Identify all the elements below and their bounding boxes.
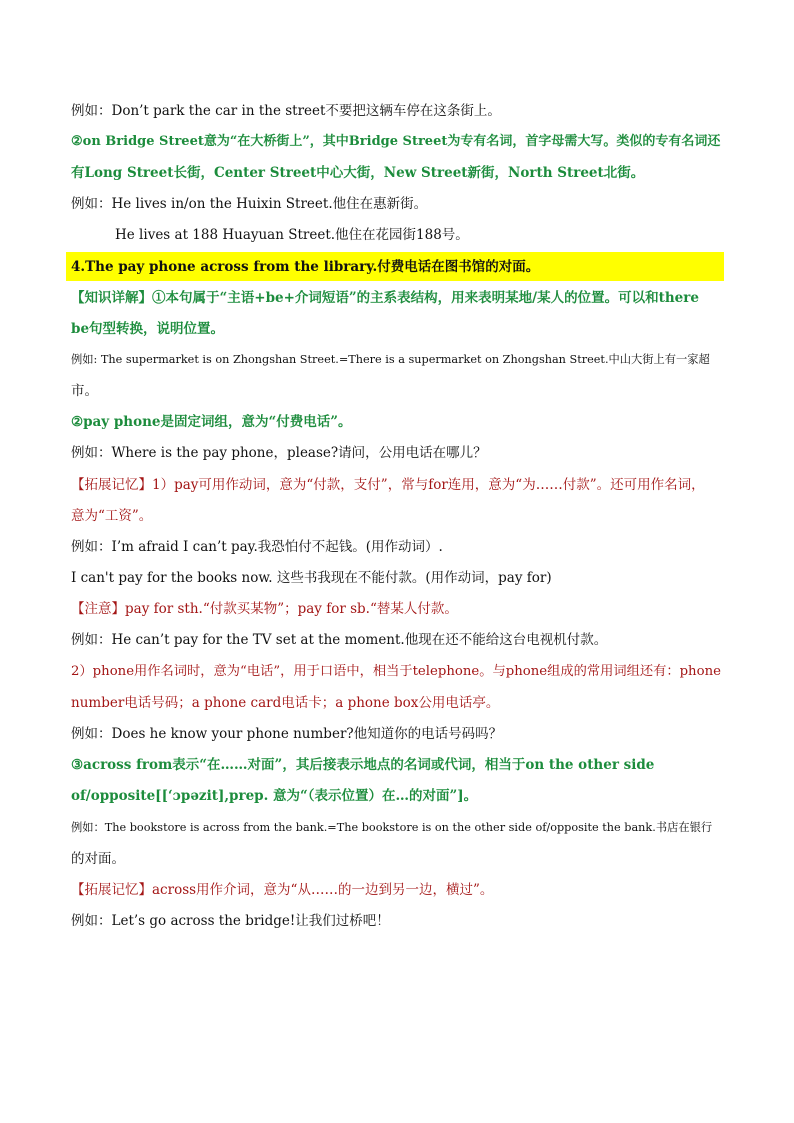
extension-line: 意为“工资”。	[71, 508, 153, 524]
note-line: ②pay phone是固定词组，意为“付费电话”。	[71, 414, 352, 430]
attention-line: 【注意】pay for sth.“付款买某物”；pay for sb.“替某人付款。	[71, 601, 458, 617]
example-line: 例如：The bookstore is across from the bank.=The bookstore is on the other side of/opposite the bank.书店在银行	[71, 821, 713, 834]
extension-line: 【拓展记忆】1）pay可用作动词，意为“付款，支付”，常与for连用，意为“为……付款”。还可用作名词，	[71, 477, 705, 493]
explanation-line: 【知识详解】①本句属于“主语+be+介词短语”的主系表结构，用来表明某地/某人的位置。可以和there	[71, 290, 699, 306]
example-line: 例如：Don’t park the car in the street不要把这辆车停在这条街上。	[71, 103, 501, 119]
example-line: 例如：He can’t pay for the TV set at the moment.他现在还不能给这台电视机付款。	[71, 632, 608, 648]
example-line: 例如：Where is the pay phone，please?请问，公用电话在哪儿？	[71, 445, 487, 461]
note-line: ③across from表示“在……对面”，其后接表示地点的名词或代词，相当于on the other side	[71, 757, 655, 773]
explanation-line: be句型转换，说明位置。	[71, 321, 225, 337]
extension-line: 【拓展记忆】across用作介词，意为“从……的一边到另一边，横过”。	[71, 882, 494, 898]
extension-line: number电话号码；a phone card电话卡；a phone box公用电话亭。	[71, 695, 500, 711]
example-line: 例如：I’m afraid I can’t pay.我恐怕付不起钱。(用作动词）.	[71, 539, 443, 555]
example-line: 例如：Let’s go across the bridge!让我们过桥吧！	[71, 913, 390, 929]
section-heading: 4.The pay phone across from the library.付费电话在图书馆的对面。	[71, 259, 540, 275]
note-line: 有Long Street长街，Center Street中心大街，New Street新街，North Street北街。	[71, 165, 645, 181]
example-line: I can't pay for the books now. 这些书我现在不能付款。(用作动词，pay for)	[71, 570, 552, 586]
example-line: 例如：He lives in/on the Huixin Street.他住在惠新街。	[71, 196, 428, 212]
note-line: ②on Bridge Street意为“在大桥街上”，其中Bridge Street为专有名词，首字母需大写。类似的专有名词还	[71, 134, 721, 149]
extension-line: 2）phone用作名词时，意为“电话”，用于口语中，相当于telephone。与phone组成的常用词组还有：phone	[71, 664, 721, 679]
example-line: 市。	[71, 383, 98, 399]
example-line: He lives at 188 Huayuan Street.他住在花园街188号。	[115, 227, 469, 243]
example-line: 例如：Does he know your phone number?他知道你的电话号码吗？	[71, 726, 503, 742]
example-line: 的对面。	[71, 851, 125, 867]
example-line: 例如: The supermarket is on Zhongshan Street.=There is a supermarket on Zhongshan Street.中山大街上有一家超	[71, 353, 710, 366]
note-line: of/opposite[[‘ɔpəzit],prep. 意为“（表示位置）在…的对面”]。	[71, 788, 478, 804]
